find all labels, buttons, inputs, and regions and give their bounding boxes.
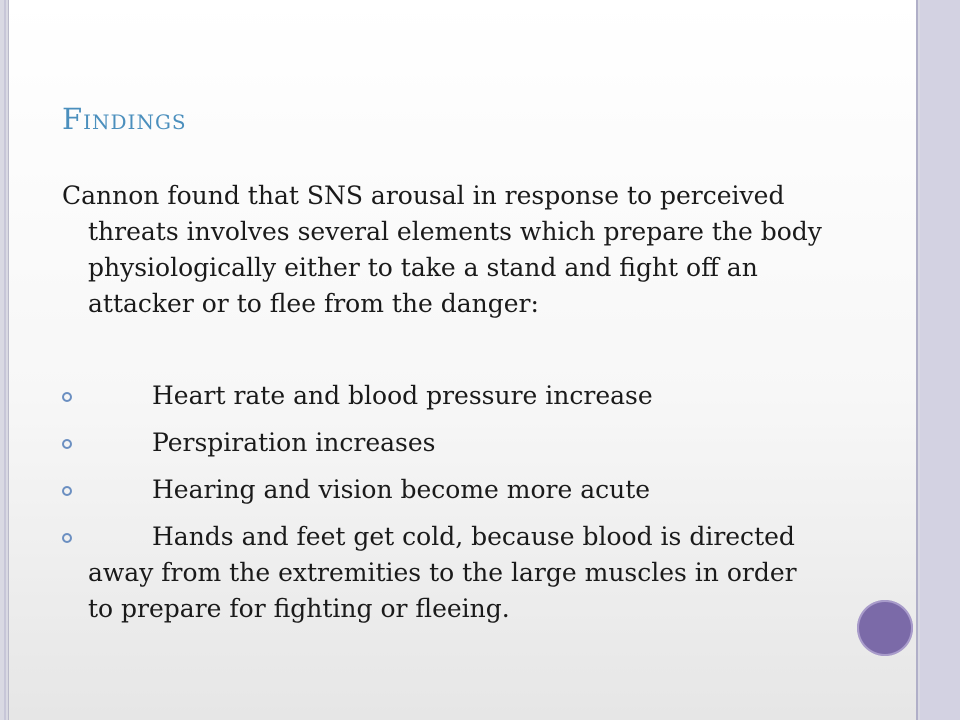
purple-circle-decoration: [857, 600, 913, 656]
bullet-text: Hearing and vision become more acute: [152, 475, 651, 504]
bullet-text: Heart rate and blood pressure increase: [152, 381, 653, 410]
bullet-item: [62, 519, 822, 627]
hollow-circle-bullet-icon: [62, 486, 72, 496]
right-frame: [920, 0, 960, 720]
bullet-list: [62, 378, 822, 638]
left-border-line: [4, 0, 6, 720]
bullet-text: Perspiration increases: [152, 428, 436, 457]
bullet-text: Hands and feet get cold, because blood is directed away from the extremities to the large muscles in order to prepare for fighting or fleeing.: [88, 522, 797, 623]
bullet-item: [62, 425, 822, 461]
hollow-circle-bullet-icon: [62, 392, 72, 402]
slide-title: Findings: [62, 102, 187, 136]
bullet-item: [62, 472, 822, 508]
bullet-item: [62, 378, 822, 414]
intro-paragraph: Cannon found that SNS arousal in response to perceived threats involves several elements which prepare the body physiologically either to take a stand and fight off an attacker or to flee from the danger:: [62, 181, 822, 318]
hollow-circle-bullet-icon: [62, 533, 72, 543]
hollow-circle-bullet-icon: [62, 439, 72, 449]
